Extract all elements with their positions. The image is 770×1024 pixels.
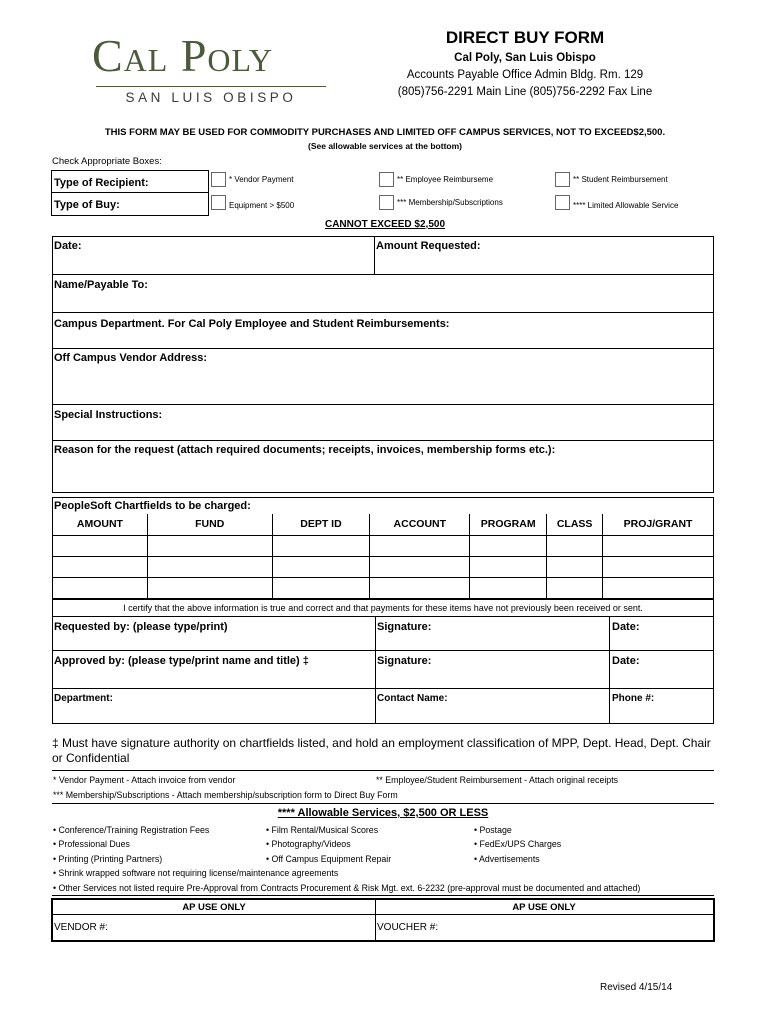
list-item: • Photography/Videos [266,839,351,849]
table-cell[interactable] [603,535,714,556]
list-item: • Off Campus Equipment Repair [266,854,392,864]
form-notice-sub: (See allowable services at the bottom) [308,141,462,151]
table-cell[interactable] [272,535,370,556]
membership-checkbox[interactable] [379,195,394,210]
contact-name-label[interactable]: Contact Name: [377,693,448,704]
date-label: Date: [54,240,82,252]
reason-field[interactable] [52,440,714,493]
membership-option[interactable]: *** Membership/Subscriptions [379,193,555,216]
col-fund: FUND [147,514,272,535]
table-cell[interactable] [470,556,547,577]
vendor-address-label: Off Campus Vendor Address: [54,352,208,364]
check-boxes-label: Check Appropriate Boxes: [52,156,162,167]
payable-to-field[interactable] [52,274,714,313]
phone-lines: (805)756-2291 Main Line (805)756-2292 Fax Line [397,86,653,98]
table-row [53,556,714,577]
membership-note: *** Membership/Subscriptions - Attach membership/subscription form to Direct Buy Form [53,790,398,800]
certify-statement: I certify that the above information is true and correct and that payments for these items have not previously been received or sent. [123,603,643,613]
payable-to-label: Name/Payable To: [54,279,148,291]
chartfields-header [52,497,714,515]
table-cell[interactable] [147,577,272,598]
col-proj-grant: PROJ/GRANT [603,514,714,535]
shrink-wrapped-note: • Shrink wrapped software not requiring license/maintenance agreements [53,868,339,878]
vendor-number-label[interactable]: VENDOR #: [54,922,108,933]
cal-poly-logo [92,32,330,105]
table-cell[interactable] [53,577,148,598]
list-item: • FedEx/UPS Charges [474,839,562,849]
limited-service-checkbox[interactable] [555,195,570,210]
requested-date-label[interactable]: Date: [612,621,640,633]
student-reimbursement-option[interactable]: ** Student Reimbursement [555,170,693,193]
table-cell[interactable] [147,535,272,556]
limited-service-option[interactable]: **** Limited Allowable Service [555,193,693,216]
table-row [53,577,714,598]
form-header [380,28,670,101]
department-label[interactable]: Department: [54,693,113,704]
col-account: ACCOUNT [370,514,470,535]
table-cell[interactable] [370,535,470,556]
reason-label: Reason for the request (attach required documents; receipts, invoices, membership forms etc.): [54,444,556,456]
table-cell[interactable] [272,577,370,598]
campus-department-field[interactable] [52,312,714,349]
table-cell[interactable] [272,556,370,577]
vendor-payment-checkbox[interactable] [211,172,226,187]
sig-divider-1 [375,617,376,724]
org-name: Cal Poly, San Luis Obispo [454,52,596,64]
table-cell[interactable] [370,577,470,598]
date-field[interactable] [52,236,375,275]
recipient-row [51,170,693,193]
requested-by-label[interactable]: Requested by: (please type/print) [54,621,228,633]
equipment-option[interactable]: Equipment > $500 [211,193,379,216]
list-item: • Printing (Printing Partners) [53,854,163,864]
voucher-number-label[interactable]: VOUCHER #: [377,922,439,933]
table-cell[interactable] [53,556,148,577]
ap-heading-right: AP USE ONLY [512,902,576,913]
vendor-payment-option[interactable]: * Vendor Payment [211,170,379,193]
buy-label: Type of Buy: [51,193,209,216]
amount-requested-label: Amount Requested: [376,240,481,252]
revision-date: Revised 4/15/14 [600,982,673,993]
col-amount: AMOUNT [53,514,148,535]
list-item: • Advertisements [474,854,540,864]
logo-rule [96,86,326,87]
student-reimbursement-checkbox[interactable] [555,172,570,187]
ap-use-only-block [51,898,715,942]
recipient-label: Type of Recipient: [51,170,209,193]
campus-department-label: Campus Department. For Cal Poly Employee and Student Reimbursements: [54,318,450,330]
logo-wordmark: Cal Poly [92,30,273,81]
requested-signature-label[interactable]: Signature: [377,621,432,633]
col-class: CLASS [547,514,603,535]
office-address: Accounts Payable Office Admin Bldg. Rm. 129 [406,69,644,81]
equipment-checkbox[interactable] [211,195,226,210]
sig-rule-2 [53,688,713,689]
approved-date-label[interactable]: Date: [612,655,640,667]
list-item: • Conference/Training Registration Fees [53,825,210,835]
other-services-note: • Other Services not listed require Pre-Approval from Contracts Procurement & Risk Mgt. ext. 6-2232 (pre-approval must be documented and attached) [53,883,641,893]
legend-rule [52,803,714,804]
sig-rule-1 [53,650,713,651]
signature-block [52,616,714,724]
approved-signature-label[interactable]: Signature: [377,655,432,667]
buy-row [51,193,693,216]
approved-by-label[interactable]: Approved by: (please type/print name and title) ‡ [54,655,309,667]
ap-rule [53,914,713,915]
chartfields-header-row [53,514,714,535]
form-title: DIRECT BUY FORM [445,28,605,47]
logo-subtitle: SAN LUIS OBISPO [125,90,297,105]
amount-requested-field[interactable] [374,236,714,275]
sig-divider-2 [609,617,610,724]
type-checkbox-table [51,170,693,216]
table-cell[interactable] [547,535,603,556]
col-dept-id: DEPT ID [272,514,370,535]
instructions-legend [52,770,714,896]
ap-heading-left: AP USE ONLY [182,902,246,913]
employee-reimbursement-checkbox[interactable] [379,172,394,187]
table-cell[interactable] [147,556,272,577]
table-cell[interactable] [370,556,470,577]
table-row [53,535,714,556]
phone-label[interactable]: Phone #: [612,693,655,704]
table-cell[interactable] [470,535,547,556]
list-item: • Film Rental/Musical Scores [266,825,379,835]
table-cell[interactable] [470,577,547,598]
chartfields-title: PeopleSoft Chartfields to be charged: [54,500,251,512]
vendor-note: * Vendor Payment - Attach invoice from vendor [53,775,236,785]
employee-reimbursement-option[interactable]: ** Employee Reimburseme [379,170,555,193]
special-instructions-field[interactable] [52,404,714,441]
list-item: • Postage [474,825,512,835]
employee-note: ** Employee/Student Reimbursement - Attach original receipts [376,775,619,785]
allowable-services-title: **** Allowable Services, $2,500 OR LESS [277,807,489,819]
table-cell[interactable] [603,577,714,598]
list-item: • Professional Dues [53,839,130,849]
table-cell[interactable] [53,535,148,556]
table-cell[interactable] [547,577,603,598]
table-cell[interactable] [603,556,714,577]
form-notice: THIS FORM MAY BE USED FOR COMMODITY PURCHASES AND LIMITED OFF CAMPUS SERVICES, NOT TO EXCEED$2,500. [104,127,666,138]
chartfields-table [52,514,714,599]
col-program: PROGRAM [470,514,547,535]
table-cell[interactable] [547,556,603,577]
special-instructions-label: Special Instructions: [54,409,163,421]
vendor-address-field[interactable] [52,348,714,405]
signature-authority-footnote: ‡ Must have signature authority on chartfields listed, and hold an employment classification of MPP, Dept. Head, Dept. Chair or Confidential [52,736,711,765]
cannot-exceed-heading: CANNOT EXCEED $2,500 [324,219,446,230]
